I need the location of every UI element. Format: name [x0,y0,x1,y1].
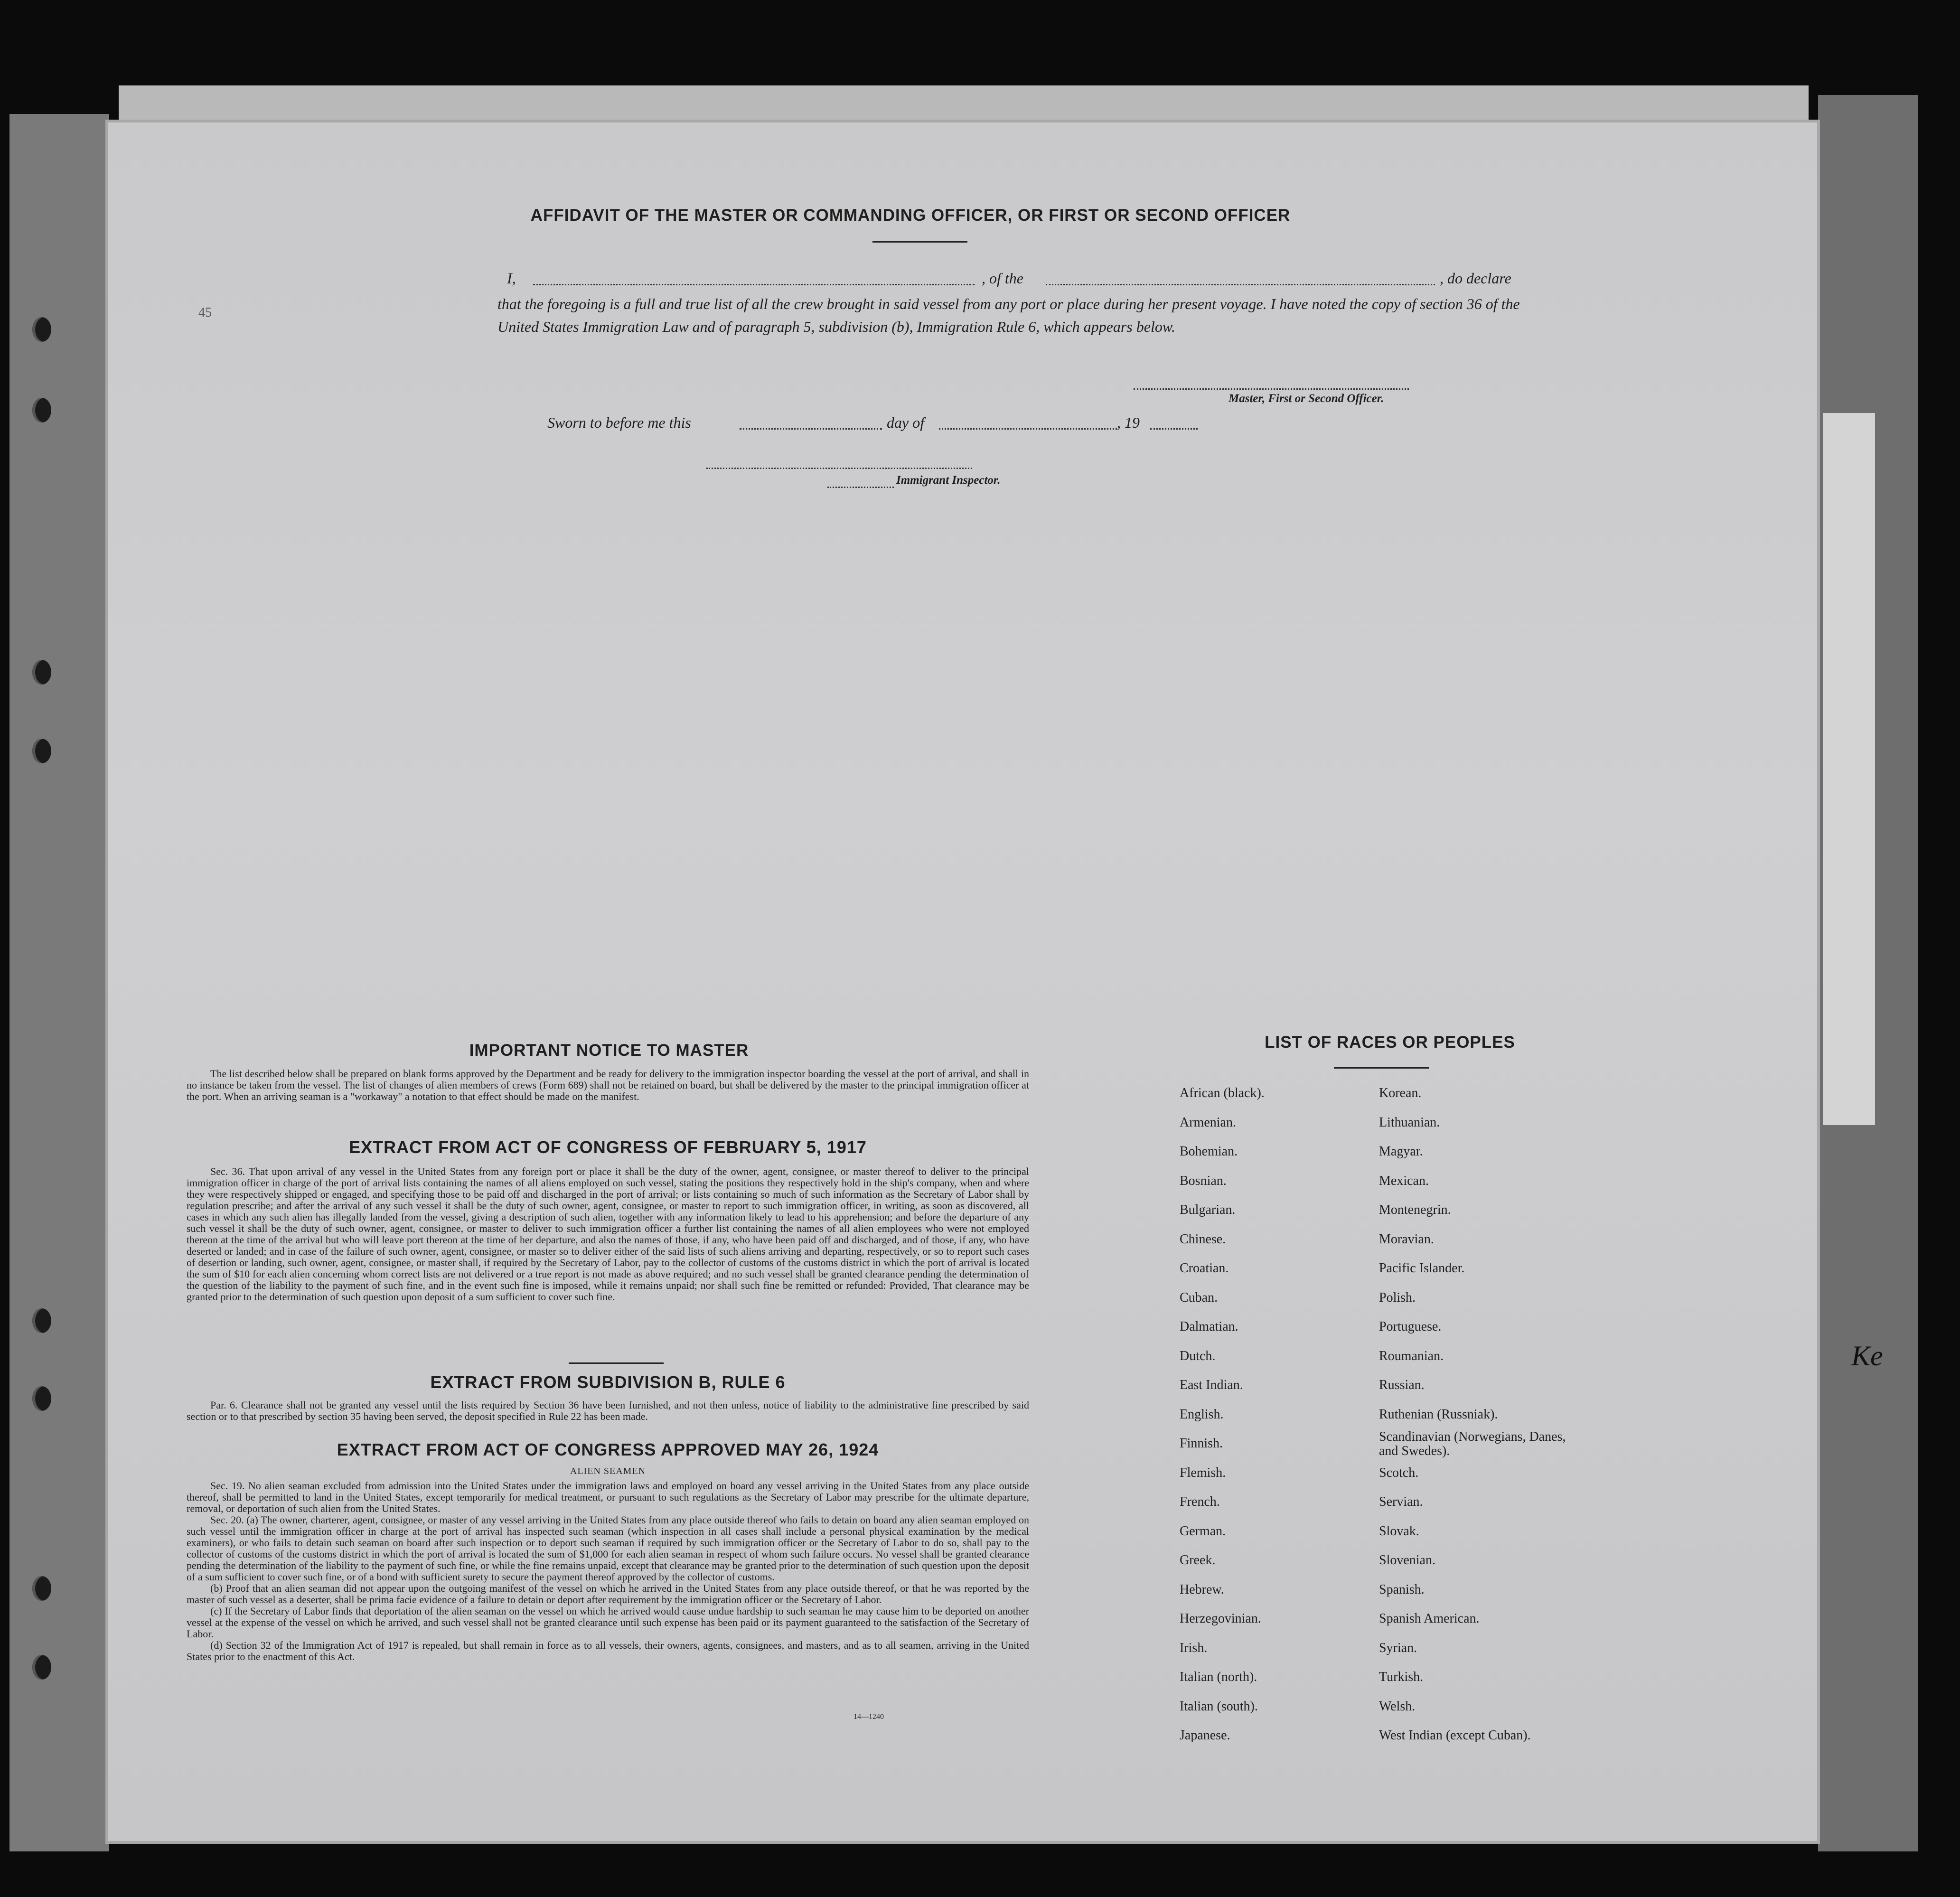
margin-note: Ke [1851,1340,1883,1371]
sec-19: Sec. 19. No alien seaman excluded from admission into the United States under the immigration laws and employed on board any vessel arriving in the United States from any place outside thereof, shall be permitted to land in the United States, except temporarily for medical treatment, or pursuant to such regulations as the Secretary of Labor may prescribe for the ultimate departure, removal, or deportation of such alien from the United States. [187,1480,1029,1514]
inspector-label: Immigrant Inspector. [896,474,1001,487]
race-item: Flemish. [1180,1465,1226,1480]
race-item: Roumanian. [1379,1348,1444,1363]
punch-hole [32,1655,51,1680]
tab-strip [1823,413,1875,1125]
sec-20b: (b) Proof that an alien seaman did not appear upon the outgoing manifest of the vessel on which he arrived in the United States from any place outside thereof, or that he was reported by the master of such vessel as a deserter, shall be prima facie evidence of a failure to detain or deport after requirement by the immigration officer or the Secretary of Labor. [187,1582,1029,1606]
extract-rule6-body: Par. 6. Clearance shall not be granted any vessel until the lists required by Section 36 have been furnished, and not then unless, notice of liability to the administrative fine prescribed by said section or to that prescribed by section 35 having been served, the deposit specified in Rule 22 has been made. [187,1399,1029,1422]
race-item: Polish. [1379,1290,1416,1305]
race-item: Scotch. [1379,1465,1419,1480]
race-item: Slovenian. [1379,1553,1435,1568]
inspector-label-rule [827,487,894,488]
race-item: Ruthenian (Russniak). [1379,1407,1498,1422]
race-item: French. [1180,1494,1220,1509]
races-title: LIST OF RACES OR PEOPLES [1265,1033,1515,1052]
sworn-day-blank[interactable] [740,428,882,430]
race-item: Russian. [1379,1378,1425,1392]
race-item: Hebrew. [1180,1582,1224,1597]
declarant-i: I, [507,270,516,287]
name-blank[interactable] [533,284,975,285]
race-item: Irish. [1180,1640,1208,1655]
declaration-line [507,270,1561,289]
signature-line[interactable] [1134,388,1409,390]
race-item: Bosnian. [1180,1173,1227,1188]
form-number: 14—1240 [853,1713,884,1721]
race-item: Pacific Islander. [1379,1261,1465,1276]
section-divider [569,1362,664,1364]
race-item: Dalmatian. [1180,1319,1238,1334]
extract-1924-subtitle: ALIEN SEAMEN [570,1466,646,1476]
extract-1917-title: EXTRACT FROM ACT OF CONGRESS OF FEBRUARY 5, 1917 [349,1137,867,1157]
race-item: West Indian (except Cuban). [1379,1728,1531,1743]
race-item: Chinese. [1180,1231,1226,1247]
race-item: Servian. [1379,1494,1423,1509]
race-item: Spanish. [1379,1582,1425,1597]
declare-label: , do declare [1440,270,1511,287]
race-item: Dutch. [1180,1348,1216,1363]
sworn-prefix: Sworn to before me this [547,414,691,431]
punch-hole [32,1386,51,1411]
punch-hole [32,398,51,423]
race-item: Finnish. [1180,1436,1223,1451]
notice-body: The list described below shall be prepared on blank forms approved by the Department and be ready for delivery to the immigration inspector boarding the vessel at the port of arrival, and shall in no instance be taken from the vessel. The list of changes of alien members of crews (Form 689) shall not be retained on board, but shall be delivered by the master to the principal immigration officer at the port. When an arriving seaman is a "workaway" a notation to that effect should be made on the manifest. [187,1068,1029,1102]
race-item: Greek. [1180,1553,1216,1568]
race-item: Armenian. [1180,1115,1236,1130]
races-left-column [1180,1079,1265,1750]
race-item: Cuban. [1180,1290,1218,1305]
race-item: Syrian. [1379,1640,1417,1655]
race-item: Slovak. [1379,1523,1419,1539]
extract-1917-body: Sec. 36. That upon arrival of any vessel in the United States from any foreign port or place it shall be the duty of the owner, agent, consignee, or master thereof to deliver to the principal immigration officer in charge of the port of arrival lists containing the names of all aliens employed on such vessel, stating the positions they respectively hold in the ship's company, when and where they were respectively shipped or engaged, and specifying those to be paid off and discharged in the port of arrival; or lists containing so much of such information as the Secretary of Labor shall by regulation prescribe; and after the arrival of any such vessel it shall be the duty of such owner, agent, consignee, or master to report to such immigration officer, in writing, as soon as discovered, all cases in which any such alien has illegally landed from the vessel, giving a description of such alien, together with any information likely to lead to his apprehension; and before the departure of any such vessel it shall be the duty of such owner, agent, consignee, or master to deliver to such immigration officer a further list containing the names of all alien employees who were not employed thereon at the time of the arrival but who will leave port thereon at the time of her departure, and also the names of those, if any, who have been paid off and discharged, and of those, if any, who have deserted or landed; and in case of the failure of such owner, agent, consignee, or master so to deliver either of the said lists of such aliens arriving and departing, respectively, or so to report such cases of desertion or landing, such owner, agent, consignee, or master shall, if required by the Secretary of Labor, pay to the collector of customs of the customs district in which the port of arrival is located the sum of $10 for each alien concerning whom correct lists are not delivered or a true report is not made as above required; and no such vessel shall be granted clearance pending the determination of the question of the liability to the payment of such fine, and in the event such fine is imposed, while it remains unpaid; nor shall such fine be remitted or refunded: Provided, That clearance may be granted prior to the determination of such question upon deposit of a sum sufficient to cover such fine. [187,1165,1029,1303]
race-item: Bohemian. [1180,1144,1238,1159]
punch-hole [32,739,51,763]
extract-1924-title: EXTRACT FROM ACT OF CONGRESS APPROVED MAY 26, 1924 [337,1440,879,1459]
punch-hole [32,1308,51,1333]
race-item: Portuguese. [1379,1319,1442,1334]
sworn-line [547,414,1307,433]
affidavit-body: that the foregoing is a full and true list of all the crew brought in said vessel from any port or place during her present voyage. I have noted the copy of section 36 of the United States Immigration Law and of paragraph 5, subdivision (b), Immigration Rule 6, which appears below. [497,295,1520,335]
margin-mark: 45 [198,305,212,320]
sec-20a: Sec. 20. (a) The owner, charterer, agent, consignee, or master of any vessel arriving in the United States from any place outside thereof who fails to detain on board any alien seaman employed on such vessel until the immigration officer in charge at the port of arrival has inspected such seaman (which inspection in all cases shall include a personal physical examination by the medical examiners), or who fails to detain such seaman on board after such inspection or to deport such seaman if required by such immigration officer or the Secretary of Labor to do so, shall pay to the collector of customs of the customs district in which the port of arrival is located the sum of $1,000 for each alien seaman in respect of whom such failure occurs. No vessel shall be granted clearance pending the determination of the liability to the payment of such fine, or while the fine remains unpaid, except that clearance may be granted prior to the determination of such question upon the deposit of a sum sufficient to cover such fine, or of a bond with sufficient surety to secure the payment thereof approved by the collector of customs. [187,1514,1029,1583]
sworn-year-blank[interactable] [1150,428,1198,430]
races-right-column [1379,1079,1569,1750]
race-item: Moravian. [1379,1231,1434,1247]
race-item: East Indian. [1180,1378,1243,1392]
signature-label: Master, First or Second Officer. [1229,392,1384,405]
race-item: Magyar. [1379,1144,1423,1159]
affidavit-title: AFFIDAVIT OF THE MASTER OR COMMANDING OFFICER, OR FIRST OR SECOND OFFICER [530,206,1291,225]
punch-hole [32,1576,51,1601]
back-sheet-left [9,114,109,1851]
race-item: Spanish American. [1379,1611,1480,1626]
back-sheet-top [119,85,1809,128]
notice-title: IMPORTANT NOTICE TO MASTER [469,1041,749,1060]
punch-hole [32,660,51,685]
race-item: Italian (south). [1180,1699,1258,1714]
title-underline [872,241,967,243]
race-item: English. [1180,1407,1224,1422]
race-item: Japanese. [1180,1728,1230,1743]
sec-20c: (c) If the Secretary of Labor finds that deportation of the alien seaman on the vessel on which he arrived would cause undue hardship to such seaman he may cause him to be deported on another vessel at the expense of the vessel on which he arrived, and such vessel shall not be granted clearance until such expense has been paid or its payment guaranteed to the satisfaction of the Secretary of Labor. [187,1605,1029,1640]
race-item: Welsh. [1379,1699,1416,1714]
race-item: Herzegovinian. [1180,1611,1261,1626]
sec-20d: (d) Section 32 of the Immigration Act of 1917 is repealed, but shall remain in force as to all vessels, their owners, agents, consignees, and masters, and as to all seamen, arriving in the United States prior to the enactment of this Act. [187,1639,1029,1662]
race-item: Lithuanian. [1379,1115,1440,1130]
race-item: Italian (north). [1180,1670,1257,1684]
race-item: Croatian. [1180,1261,1229,1276]
sworn-year: , 19 [1117,414,1140,431]
race-item: Turkish. [1379,1670,1424,1684]
race-item: Scandinavian (Norwegians, Danes, and Swedes). [1379,1429,1566,1458]
race-item: Montenegrin. [1379,1202,1451,1217]
race-item: African (black). [1180,1086,1265,1100]
sworn-month-blank[interactable] [939,428,1117,430]
inspector-line[interactable] [706,468,972,469]
races-title-underline [1334,1067,1429,1069]
race-item: Mexican. [1379,1173,1429,1188]
extract-rule6-title: EXTRACT FROM SUBDIVISION B, RULE 6 [430,1372,786,1392]
race-item: German. [1180,1523,1226,1539]
vessel-blank[interactable] [1046,284,1435,285]
punch-hole [32,317,51,342]
document-page [108,122,1817,1841]
sworn-day-of: day of [887,414,925,431]
race-item: Korean. [1379,1086,1422,1100]
of-the-label: , of the [982,270,1023,287]
extract-1924-text [187,1480,1029,1662]
race-item: Bulgarian. [1180,1202,1236,1217]
